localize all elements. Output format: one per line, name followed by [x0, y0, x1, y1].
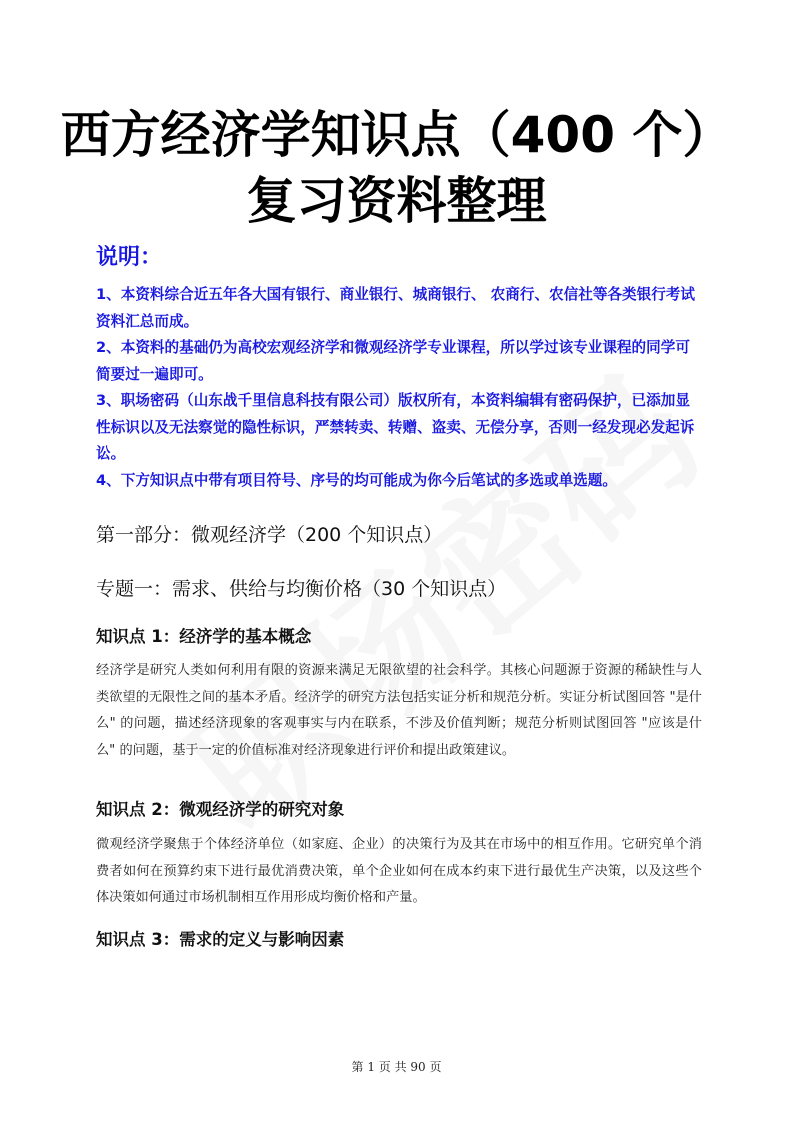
knowledge-point-1-body: 经济学是研究人类如何利用有限的资源来满足无限欲望的社会科学。其核心问题源于资源的稀缺性与人类欲望的无限性之间的基本矛盾。经济学的研究方法包括实证分析和规范分析。实证分析试图回答 "是什么" 的问题，描述经济现象的客观事实与内在联系，不涉及价值判断；规范分析则试图回答 "应该是什么" 的问题，基于一定的价值标准对经济现象进行评价和提出政策建议。 [96, 663, 702, 758]
knowledge-point-1-title: 知识点 1：经济学的基本概念 [96, 627, 312, 646]
knowledge-point-2-body: 微观经济学聚焦于个体经济单位（如家庭、企业）的决策行为及其在市场中的相互作用。它研究单个消费者如何在预算约束下进行最优消费决策，单个企业如何在成本约束下进行最优生产决策，以及这些个体决策如何通过市场机制相互作用形成均衡价格和产量。 [96, 837, 702, 905]
notes-list [96, 282, 702, 494]
notes-heading: 说明： [96, 245, 163, 270]
knowledge-point-2-title: 知识点 2：微观经济学的研究对象 [96, 800, 345, 819]
page-footer: 第 1 页 共 90 页 [351, 1060, 442, 1074]
part-heading: 第一部分：微观经济学（200 个知识点） [96, 524, 443, 546]
document-title-line1: 西方经济学知识点（400 个） [60, 106, 733, 164]
topic-heading: 专题一：需求、供给与均衡价格（30 个知识点） [96, 578, 507, 600]
note-item: 1、本资料综合近五年各大国有银行、商业银行、城商银行、 农商行、农信社等各类银行考试资料汇总而成。 [96, 286, 695, 330]
note-item: 3、职场密码（山东战千里信息科技有限公司）版权所有，本资料编辑有密码保护，已添加显性标识以及无法察觉的隐性标识，严禁转卖、转赠、盗卖、无偿分享，否则一经发现必发起诉讼。 [96, 392, 695, 462]
note-item: 4、下方知识点中带有项目符号、序号的均可能成为你今后笔试的多选或单选题。 [96, 471, 617, 489]
document-title-line2: 复习资料整理 [246, 172, 547, 230]
note-item: 2、本资料的基础仍为高校宏观经济学和微观经济学专业课程，所以学过该专业课程的同学可简要过一遍即可。 [96, 339, 690, 383]
knowledge-point-3-title: 知识点 3：需求的定义与影响因素 [96, 930, 345, 949]
